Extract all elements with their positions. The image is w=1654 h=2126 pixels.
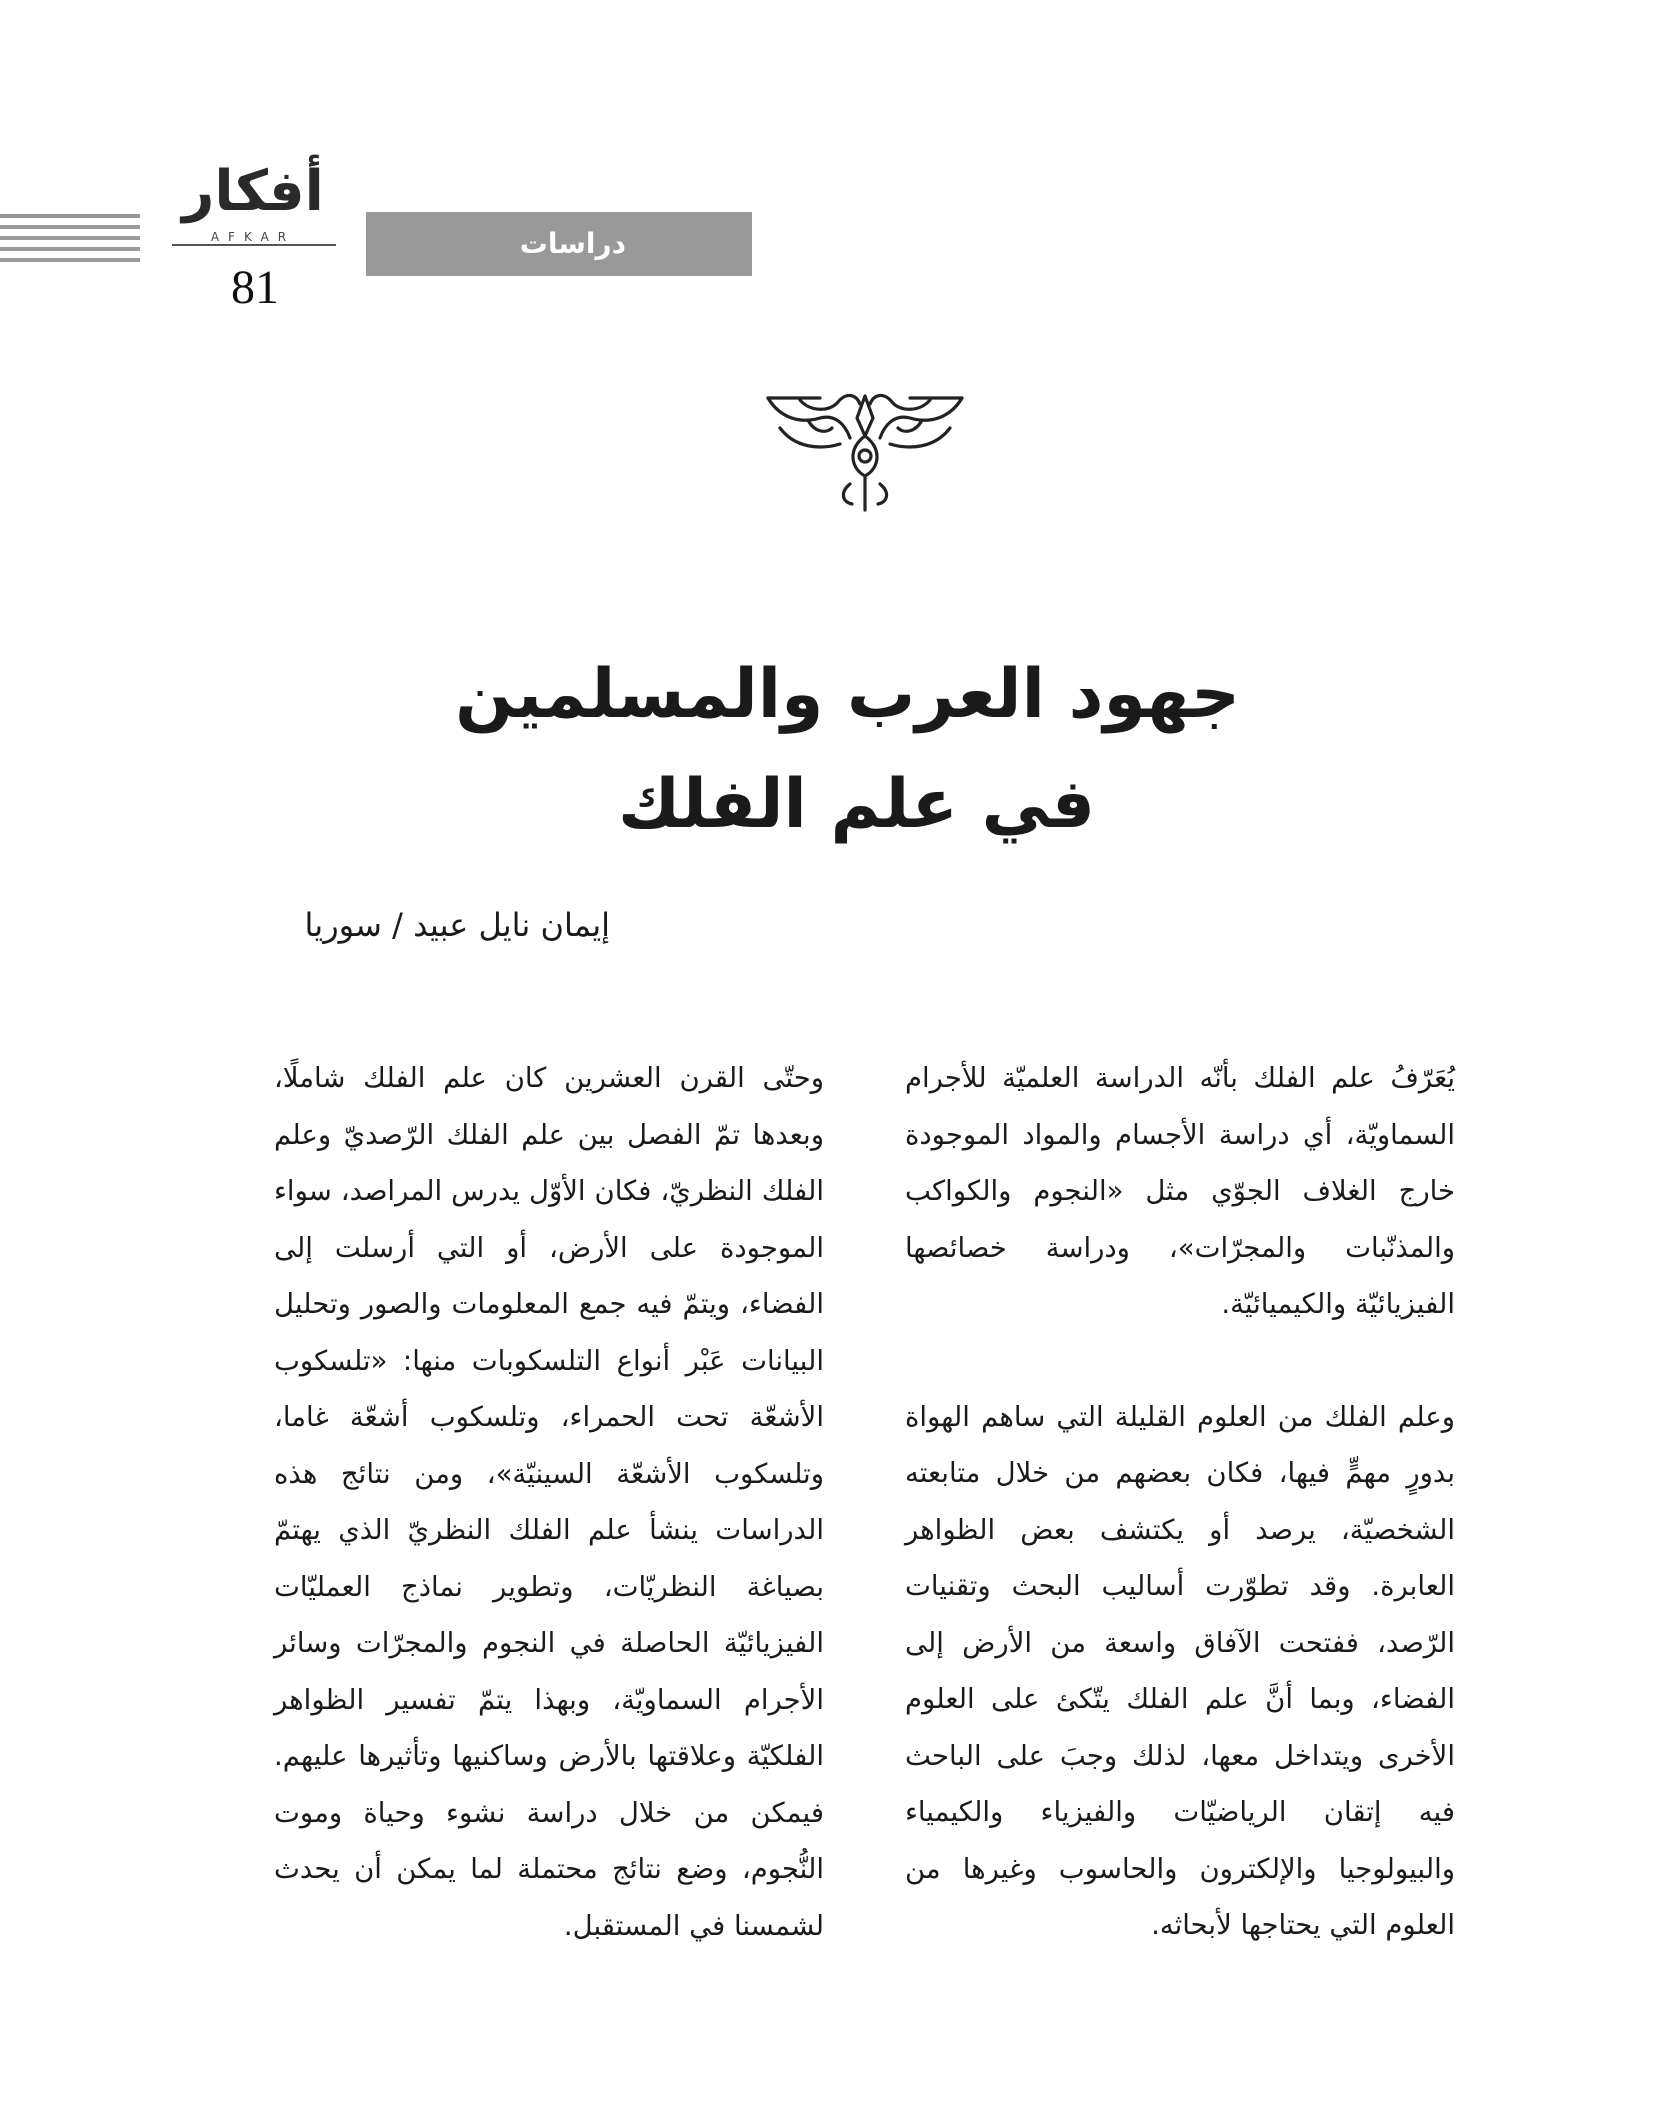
arabesque-ornament-icon [760, 388, 970, 518]
magazine-logo: أفكار [182, 159, 324, 224]
article-title-line1: جهود العرب والمسلمين [455, 655, 1240, 734]
logo-rule [172, 244, 336, 246]
header-stripes [0, 214, 140, 274]
body-column-left [274, 1050, 824, 1954]
article-title [300, 640, 1240, 860]
section-label: دراسات [519, 227, 626, 260]
paragraph: وعلم الفلك من العلوم القليلة التي ساهم الهواة بدورٍ مهمٍّ فيها، فكان بعضهم من خلال متابعته الشخصيّة، يرصد أو يكتشف بعض الظواهر العابرة. وقد تطوّرت أساليب البحث وتقنيات الرّصد، ففتحت الآفاق واسعة من الأرض إلى الفضاء، وبما أنَّ علم الفلك يتّكئ على العلوم الأخرى ويتداخل معها، لذلك وجبَ على الباحث فيه إتقان الرياضيّات والفيزياء والكيمياء والبيولوجيا والإلكترون والحاسوب وغيرها من العلوم التي يحتاجها لأبحاثه. [905, 1400, 1455, 1941]
paragraph: يُعَرّفُ علم الفلك بأنّه الدراسة العلميّة للأجرام السماويّة، أي دراسة الأجسام والمواد الموجودة خارج الغلاف الجوّي مثل «النجوم والكواكب والمذنّبات والمجرّات»، ودراسة خصائصها الفيزيائيّة والكيميائيّة. [905, 1062, 1455, 1320]
page-number: 81 [231, 261, 279, 314]
body-column-right [905, 1050, 1455, 1954]
article-author: إيمان نايل عبيد / سوريا [304, 906, 610, 944]
article-title-line2: في علم الفلك [617, 765, 1095, 844]
magazine-logo-latin: AFKAR [178, 230, 328, 244]
paragraph: وحتّى القرن العشرين كان علم الفلك شاملًا، وبعدها تمّ الفصل بين علم الفلك الرّصديّ وعلم الفلك النظريّ، فكان الأوّل يدرس المراصد، سواء الموجودة على الأرض، أو التي أرسلت إلى الفضاء، ويتمّ فيه جمع المعلومات والصور وتحليل البيانات عَبْر أنواع التلسكوبات منها: «تلسكوب الأشعّة تحت الحمراء، وتلسكوب أشعّة غاما، وتلسكوب الأشعّة السينيّة»، ومن نتائج هذه الدراسات ينشأ علم الفلك النظريّ الذي يهتمّ بصياغة النظريّات، وتطوير نماذج العمليّات الفيزيائيّة الحاصلة في النجوم والمجرّات وسائر الأجرام السماويّة، وبهذا يتمّ تفسير الظواهر الفلكيّة وعلاقتها بالأرض وساكنيها وتأثيرها عليهم. فيمكن من خلال دراسة نشوء وحياة وموت النُّجوم، وضع نتائج محتملة لما يمكن أن يحدث لشمسنا في المستقبل. [274, 1062, 824, 1942]
